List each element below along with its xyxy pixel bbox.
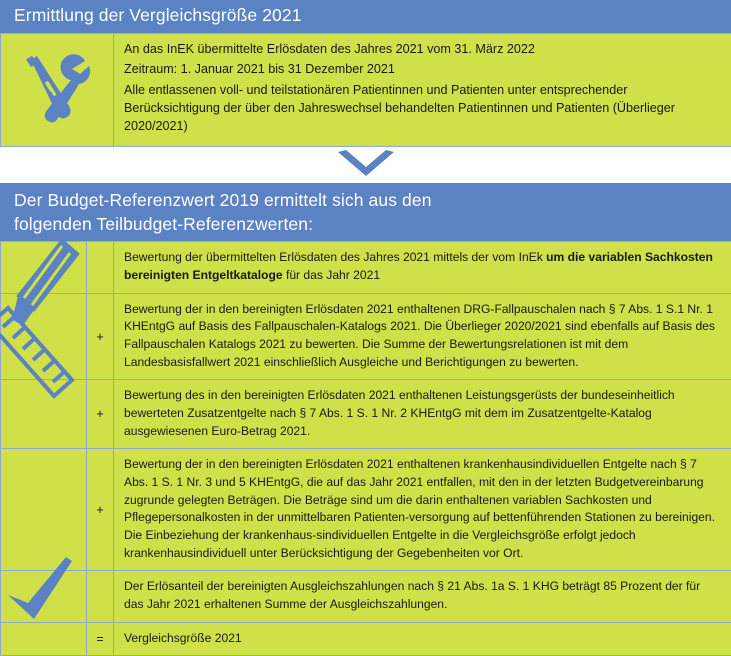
row-3-operator: + [87, 380, 114, 449]
row-5-operator [87, 571, 114, 622]
row-6-text: Vergleichsgröße 2021 [124, 630, 721, 648]
budget-table [0, 241, 731, 656]
table-row [1, 380, 731, 449]
row-2-operator: + [87, 293, 114, 380]
row-6-operator: = [87, 622, 114, 656]
row-1-text-bold: um die variablen Sachkosten bereinigten Entgeltkataloge [124, 250, 713, 282]
top-section-title-text: Ermittlung der Vergleichsgröße 2021 [14, 4, 717, 27]
budget-section-title [0, 183, 731, 241]
row-3-description [114, 380, 731, 449]
top-info-line-3: Alle entlassenen voll- und teilstationären Patientinnen und Patienten unter entsprechender Berücksichtigung der über den Jahreswechsel behandelten Patientinnen und Patienten (Überlieger 2020/2021) [124, 82, 721, 136]
table-row [1, 293, 731, 380]
connector-strip [0, 147, 731, 183]
row-1-text-part-2: für das Jahr 2021 [283, 268, 380, 282]
row-4-description [114, 449, 731, 571]
top-info-line-1: An das InEK übermittelte Erlösdaten des Jahres 2021 vom 31. März 2022 [124, 41, 721, 59]
row-4-text: Bewertung der in den bereinigten Erlösdaten 2021 enthaltenen krankenhausindividuellen Entgelte nach § 7 Abs. 1 S. 1 Nr. 3 und 5 KHEntgG, die auf das Jahr 2021 entfallen, mit den in der letzten Budgetvereinbarung zugrunde gelegten Beträgen. Die Beträge sind um die darin enthaltenen variablen Sachkosten und Pflegepersonalkosten in der unmittelbaren Patienten-versorgung auf bettenführenden Stationen zu bereinigen. Die Einbeziehung der krankenhaus-sindividuellen Entgelte in die Vergleichsgröße erfolgt jedoch krankenhausindividuell unter Berücksichtigung der Gegebenheiten vor Ort. [124, 456, 721, 562]
row-2-text: Bewertung der in den bereinigten Erlösdaten 2021 enthaltenen DRG-Fallpauschalen nach § 7 Abs. 1 S.1 Nr. 1 KHEntgG auf Basis des Fallpauschalen-Katalogs 2021. Die Überlieger 2020/2021 sind ebenfalls auf Basis des Fallpauschalen Katalogs 2021 zu bewerten. Die Summe der Bewertungsrelationen ist mit dem Landesbasisfallwert 2021 einschließlich Ausgleiche und Berichtigungen zu bewerten. [124, 301, 721, 372]
row-1-text [124, 249, 721, 284]
row-4-operator: + [87, 449, 114, 571]
row-3-icon-cell [1, 380, 87, 449]
row-2-icon-cell [1, 293, 87, 380]
row-6-description [114, 622, 731, 656]
wrench-screwdriver-icon [17, 48, 97, 128]
row-5-icon-cell [1, 571, 87, 622]
row-2-description [114, 293, 731, 380]
top-info-row [1, 34, 731, 147]
table-row [1, 449, 731, 571]
budget-section-title-line-2: folgenden Teilbudget-Referenzwerten: [14, 213, 717, 236]
row-6-icon-cell [1, 622, 87, 656]
row-1-description [114, 242, 731, 293]
row-3-text: Bewertung des in den bereinigten Erlösdaten 2021 enthaltenen Leistungsgerüsts der bundeseinheitlich bewerteten Zusatzentgelte nach § 7 Abs. 1 S. 1 Nr. 2 KHEntgG mit dem im Zusatzentgelte-Katalog ausgewiesenen Euro-Betrag 2021. [124, 387, 721, 440]
budget-section-title-line-1: Der Budget-Referenzwert 2019 ermittelt sich aus den [14, 189, 717, 212]
row-1-icon-cell [1, 242, 87, 293]
row-1-text-part-1: Bewertung der übermittelten Erlösdaten des Jahres 2021 mittels der vom InEk [124, 250, 546, 264]
row-5-text: Der Erlösanteil der bereinigten Ausgleichszahlungen nach § 21 Abs. 1a S. 1 KHG beträgt 85 Prozent der für das Jahr 2021 erhaltenen Summe der Ausgleichszahlungen. [124, 578, 721, 613]
chevron-down-icon [334, 150, 398, 180]
row-5-description [114, 571, 731, 622]
top-info-line-2: Zeitraum: 1. Januar 2021 bis 31 Dezember 2021 [124, 61, 721, 79]
wrench-screwdriver-icon-cell [1, 34, 114, 147]
row-1-operator [87, 242, 114, 293]
table-row [1, 242, 731, 293]
table-row [1, 571, 731, 622]
row-4-icon-cell [1, 449, 87, 571]
top-info-block [0, 33, 731, 147]
top-section-title [0, 0, 731, 33]
table-row [1, 622, 731, 656]
top-info-text [114, 34, 731, 147]
